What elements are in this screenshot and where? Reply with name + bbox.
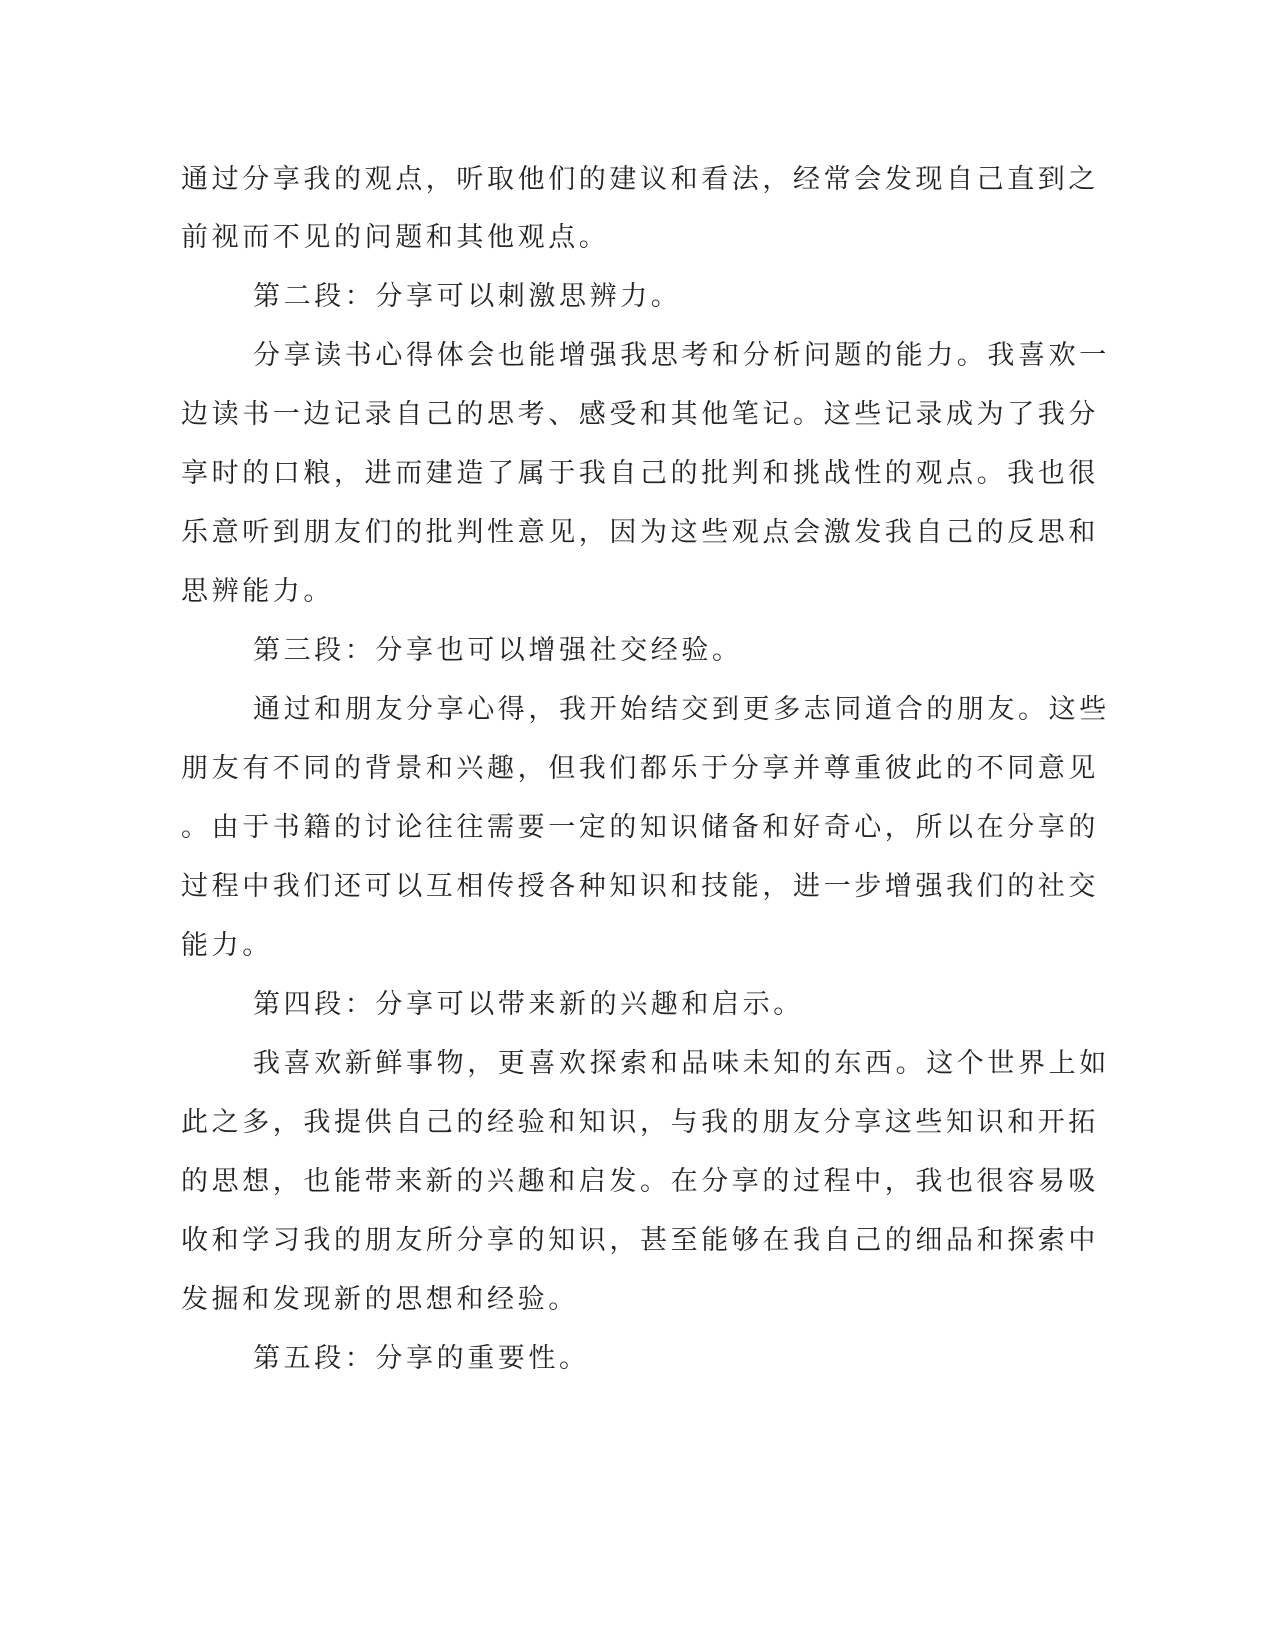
paragraph-line: 思辨能力。 [181,576,334,607]
section-heading: 第二段：分享可以刺激思辨力。 [253,281,682,312]
paragraph-line: 通过分享我的观点，听取他们的建议和看法，经常会发现自己直到之 [181,164,1099,195]
section-heading: 第三段：分享也可以增强社交经验。 [253,635,743,666]
paragraph-line: 分享读书心得体会也能增强我思考和分析问题的能力。我喜欢一 [253,340,1110,371]
section-heading: 第五段：分享的重要性。 [253,1343,590,1374]
paragraph-line: 乐意听到朋友们的批判性意见，因为这些观点会激发我自己的反思和 [181,517,1099,548]
section-heading: 第四段：分享可以带来新的兴趣和启示。 [253,989,804,1020]
paragraph-line: 。由于书籍的讨论往往需要一定的知识储备和好奇心，所以在分享的 [181,812,1099,843]
paragraph-line: 此之多，我提供自己的经验和知识，与我的朋友分享这些知识和开拓 [181,1107,1099,1138]
paragraph-line: 前视而不见的问题和其他观点。 [181,222,610,253]
paragraph-line: 能力。 [181,930,273,961]
paragraph-line: 享时的口粮，进而建造了属于我自己的批判和挑战性的观点。我也很 [181,458,1099,489]
paragraph-line: 收和学习我的朋友所分享的知识，甚至能够在我自己的细品和探索中 [181,1225,1099,1256]
paragraph-line: 我喜欢新鲜事物，更喜欢探索和品味未知的东西。这个世界上如 [253,1048,1110,1079]
paragraph-line: 的思想，也能带来新的兴趣和启发。在分享的过程中，我也很容易吸 [181,1166,1099,1197]
paragraph-line: 通过和朋友分享心得，我开始结交到更多志同道合的朋友。这些 [253,694,1110,725]
paragraph-line: 朋友有不同的背景和兴趣，但我们都乐于分享并尊重彼此的不同意见 [181,753,1099,784]
paragraph-line: 发掘和发现新的思想和经验。 [181,1284,579,1315]
paragraph-line: 边读书一边记录自己的思考、感受和其他笔记。这些记录成为了我分 [181,399,1099,430]
paragraph-line: 过程中我们还可以互相传授各种知识和技能，进一步增强我们的社交 [181,871,1099,902]
